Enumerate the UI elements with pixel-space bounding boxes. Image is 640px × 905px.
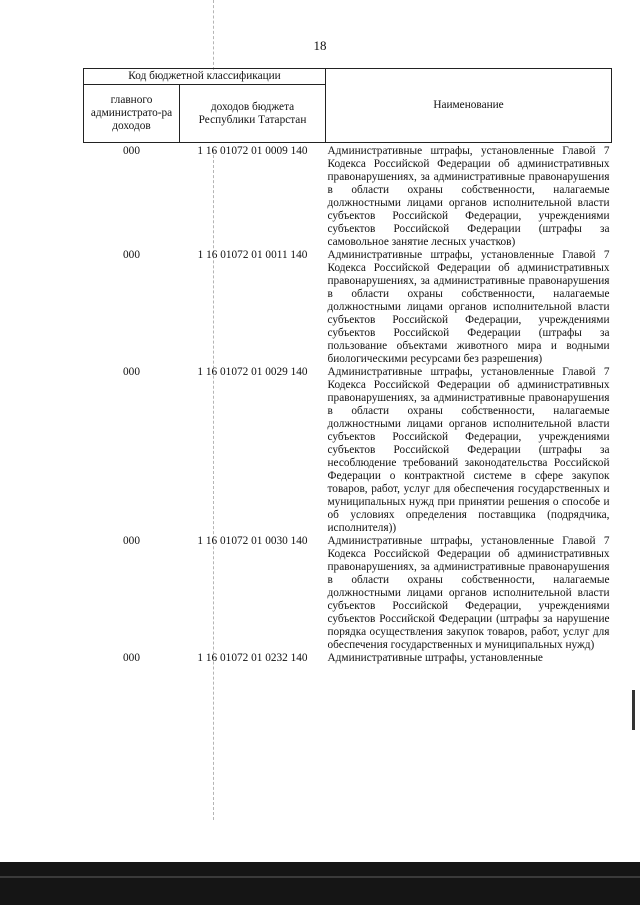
admin-code: 000 (123, 366, 140, 378)
page-number: 18 (313, 38, 327, 53)
table-row (84, 143, 612, 250)
group-header: Код бюджетной классификации (84, 69, 326, 85)
name-column-header: Наименование (326, 69, 612, 143)
table-row (84, 249, 612, 366)
revenue-name: Административные штрафы, установленные Главой 7 Кодекса Российской Федерации об административных правонарушениях, за административные правонарушения в области охраны собственности, налагаемые должностными лицами органов исполнительной власти субъектов Российской Федерации, учреждениями субъектов Российской Федерации (штрафы за самовольное занятие лесных участков) (327, 145, 610, 248)
revenue-name: Административные штрафы, установленные (327, 652, 543, 664)
revenue-name: Административные штрафы, установленные Главой 7 Кодекса Российской Федерации об административных правонарушениях, за административные правонарушения в области охраны собственности, налагаемые должностными лицами органов исполнительной власти субъектов Российской Федерации, учреждениями субъектов Российской Федерации (штрафы за несоблюдение требований законодательства Российской Федерации о контрактной системе в сфере закупок товаров, работ, услуг для обеспечения государственных и муниципальных нужд при принятии решения о способе и об условиях определения поставщика (подрядчика, исполнителя)) (327, 366, 610, 534)
table-row (84, 652, 612, 665)
revenue-name: Административные штрафы, установленные Главой 7 Кодекса Российской Федерации об административных правонарушениях, за административные правонарушения в области охраны собственности, налагаемые должностными лицами органов исполнительной власти субъектов Российской Федерации, учреждениями субъектов Российской Федерации (штрафы за нарушение порядка осуществления закупок товаров, работ, услуг для обеспечения государственных и муниципальных нужд) (327, 535, 610, 651)
scan-edge-mark (632, 690, 635, 730)
income-code: 1 16 01072 01 0232 140 (197, 652, 308, 664)
income-code: 1 16 01072 01 0030 140 (197, 535, 308, 547)
admin-code: 000 (123, 652, 140, 664)
income-column-header: доходов бюджета Республики Татарстан (180, 85, 326, 143)
income-code: 1 16 01072 01 0029 140 (197, 366, 308, 378)
revenue-name: Административные штрафы, установленные Главой 7 Кодекса Российской Федерации об административных правонарушениях, за административные правонарушения в области охраны собственности, налагаемые должностными лицами органов исполнительной власти субъектов Российской Федерации, учреждениями субъектов Российской Федерации (штрафы за пользование объектами животного мира и водными биологическими ресурсами без разрешения) (327, 249, 610, 365)
scan-bottom-border (0, 862, 640, 905)
table-row (84, 366, 612, 535)
budget-classification-table (83, 68, 612, 665)
admin-code: 000 (123, 249, 140, 261)
income-code: 1 16 01072 01 0009 140 (197, 145, 308, 157)
income-code: 1 16 01072 01 0011 140 (197, 249, 308, 261)
table-row (84, 535, 612, 652)
fold-line (213, 0, 214, 70)
admin-code: 000 (123, 535, 140, 547)
admin-code: 000 (123, 145, 140, 157)
admin-column-header: главного администрато-ра доходов (84, 85, 180, 143)
